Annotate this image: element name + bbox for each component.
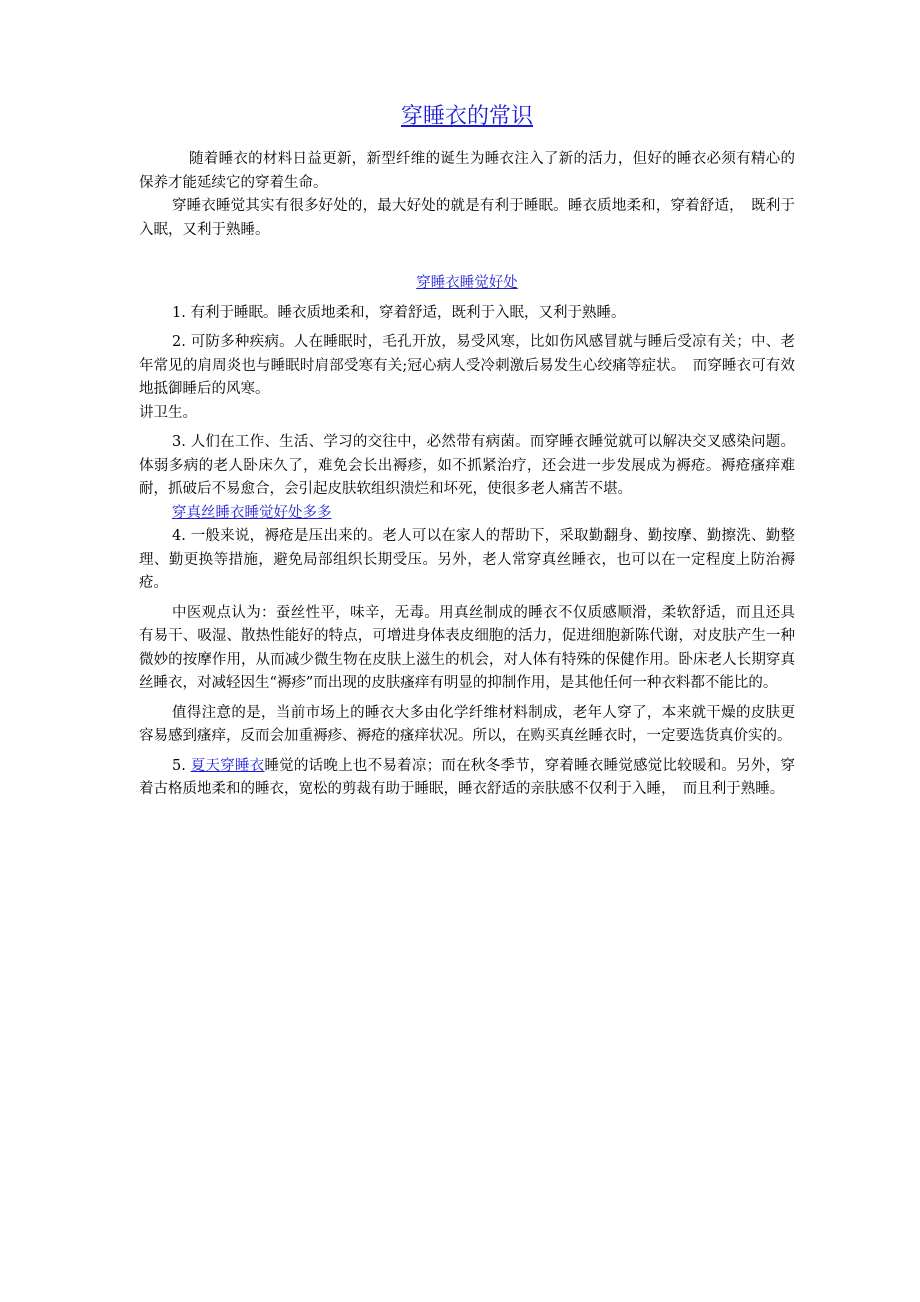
title-link[interactable]: 穿睡衣的常识 (400, 104, 533, 129)
section-link-silk[interactable]: 穿真丝睡衣睡觉好处多多 (172, 504, 332, 521)
paragraph-4: 4. 一般来说，褥疮是压出来的。老人可以在家人的帮助下，采取勤翻身、勤按摩、勤擦洗、勤整理、勤更换等措施，避免局部组织长期受压。另外，老人常穿真丝睡衣，也可以在一定程度上防治褥疮。 (139, 528, 795, 591)
section-heading-benefits (139, 272, 795, 296)
paragraph-5-text: 睡觉的话晚上也不易着凉；而在秋冬季节，穿着睡衣睡觉感觉比较暖和。另外，穿着古格质地柔和的睡衣，宽松的剪裁有助于睡眠，睡衣舒适的亲肤感不仅利于入睡， 而且利于熟睡。 (139, 757, 796, 797)
point-1: 1. 有利于睡眠。睡衣质地柔和，穿着舒适，既利于入眠，又利于熟睡。 (172, 304, 626, 321)
page-title (139, 100, 795, 134)
section-heading-silk (172, 502, 795, 526)
section-link-benefits[interactable]: 穿睡衣睡觉好处 (416, 275, 518, 291)
point-2: 2. 可防多种疾病。人在睡眠时，毛孔开放，易受风寒，比如伤风感冒就与睡后受凉有关；中、老年常见的肩周炎也与睡眠时肩部受寒有关;冠心病人受冷刺激后易发生心绞痛等症状。 而穿睡衣可有效地抵御睡后的风寒。 (139, 334, 795, 397)
paragraph-5-prefix: 5. (172, 757, 191, 774)
point-hygiene: 讲卫生。 (139, 404, 197, 421)
intro-paragraph-2: 穿睡衣睡觉其实有很多好处的，最大好处的就是有利于睡眠。睡衣质地柔和，穿着舒适， 既利于入眠，又利于熟睡。 (139, 198, 795, 238)
paragraph-caution: 值得注意的是，当前市场上的睡衣大多由化学纤维材料制成，老年人穿了，本来就干燥的皮肤更容易感到瘙痒，反而会加重褥疹、褥疮的瘙痒状况。所以，在购买真丝睡衣时，一定要选货真价实的。 (139, 704, 795, 744)
paragraph-5 (139, 755, 795, 802)
point-3: 3. 人们在工作、生活、学习的交往中，必然带有病菌。而穿睡衣睡觉就可以解决交叉感染问题。体弱多病的老人卧床久了，难免会长出褥疹，如不抓紧治疗，还会进一步发展成为褥疮。褥疮瘙痒难耐，抓破后不易愈合，会引起皮肤软组织溃烂和坏死，使很多老人痛苦不堪。 (139, 434, 795, 497)
intro-paragraph-1: 随着睡衣的材料日益更新，新型纤维的诞生为睡衣注入了新的活力，但好的睡衣必须有精心的保养才能延续它的穿着生命。 (139, 151, 795, 191)
summer-pajama-link[interactable]: 夏天穿睡衣 (190, 757, 265, 774)
paragraph-tcm: 中医观点认为：蚕丝性平，味辛，无毒。用真丝制成的睡衣不仅质感顺滑，柔软舒适，而且还具有易干、吸湿、散热性能好的特点，可增进身体表皮细胞的活力，促进细胞新陈代谢，对皮肤产生一种微妙的按摩作用，从而减少微生物在皮肤上滋生的机会，对人体有特殊的保健作用。卧床老人长期穿真丝睡衣，对减轻因生“褥疹”而出现的皮肤瘙痒有明显的抑制作用，是其他任何一种衣料都不能比的。 (139, 604, 795, 691)
document-page (139, 100, 795, 802)
